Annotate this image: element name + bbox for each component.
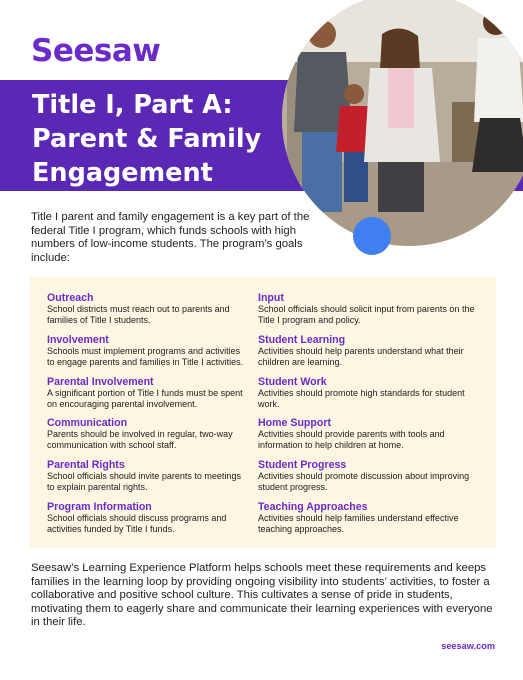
page-title-line: Title I, Part A: — [32, 90, 233, 120]
seesaw-website-link[interactable]: seesaw.com — [441, 641, 495, 651]
goal-description: Activities should help families understand effective teaching approaches. — [258, 513, 459, 534]
goal-title: Student Work — [258, 375, 327, 388]
goal-title: Teaching Approaches — [258, 501, 368, 514]
goal-outreach — [47, 292, 247, 326]
goal-title: Outreach — [47, 292, 94, 304]
goal-description: Parents should be involved in regular, two-way communication with school staff. — [47, 429, 233, 451]
goal-title: Input — [258, 292, 284, 304]
goal-title: Parental Rights — [47, 459, 125, 472]
goal-parental-rights — [47, 459, 247, 493]
goal-description: Schools must implement programs and activities to engage parents and families in Title I activities. — [47, 345, 244, 367]
goal-description: School officials should invite parents to meetings to explain parental rights. — [47, 471, 241, 493]
goal-teaching-approaches — [258, 501, 480, 535]
goal-title: Communication — [47, 417, 128, 430]
goal-title: Parental Involvement — [47, 375, 154, 388]
goals-box — [30, 277, 496, 548]
goal-description: School officials should discuss programs and activities funded by Title I funds. — [47, 513, 227, 534]
goal-description: Activities should help parents understand what their children are learning. — [258, 345, 464, 367]
goal-title: Student Progress — [258, 459, 347, 472]
goal-involvement — [47, 334, 247, 368]
goal-student-work — [258, 376, 480, 410]
seesaw-logo — [31, 33, 160, 69]
goal-description: Activities should provide parents with tools and information to help children at home. — [258, 429, 445, 451]
family-walking-photo — [282, 0, 523, 246]
goal-home-support — [258, 417, 480, 451]
goal-description: School districts must reach out to parents and families of Title I students. — [47, 304, 230, 325]
goal-title: Program Information — [47, 501, 152, 514]
goal-parental-involvement — [47, 376, 247, 410]
goals-column-left — [47, 292, 247, 543]
intro-paragraph: Title I parent and family engagement is a key part of the federal Title I program, which funds schools with high numbers of low-income students. The program’s goals include: — [31, 211, 310, 264]
goal-student-progress — [258, 459, 480, 493]
goal-description: Activities should promote high standards for student work. — [258, 387, 465, 409]
goal-title: Home Support — [258, 417, 331, 430]
goal-description: School officials should solicit input from parents on the Title I program and policy. — [258, 304, 475, 325]
goal-communication — [47, 417, 247, 451]
goal-title: Involvement — [47, 333, 109, 346]
page-title — [32, 88, 302, 190]
goal-title: Student Learning — [258, 333, 346, 346]
goal-input — [258, 292, 480, 326]
goals-column-right — [258, 292, 480, 543]
goal-program-information — [47, 501, 247, 535]
accent-dot — [353, 217, 391, 255]
page-title-line: Parent & Family — [32, 124, 262, 154]
goal-student-learning — [258, 334, 480, 368]
closing-paragraph: Seesaw’s Learning Experience Platform helps schools meet these requirements and keeps families in the learning loop by providing ongoing visibility into students’ activities, to foster a collaborative and positive school culture. This cultivates a sense of pride in students, motivating them to eagerly share and communicate their learning experiences with everyone in their life. — [31, 562, 493, 629]
goal-description: Activities should promote discussion about improving student progress. — [258, 471, 470, 493]
goal-description: A significant portion of Title I funds must be spent on encouraging parental involvement. — [47, 387, 243, 409]
seesaw-logo-text: Seesaw — [31, 32, 161, 69]
page-title-line: Engagement — [32, 158, 213, 188]
